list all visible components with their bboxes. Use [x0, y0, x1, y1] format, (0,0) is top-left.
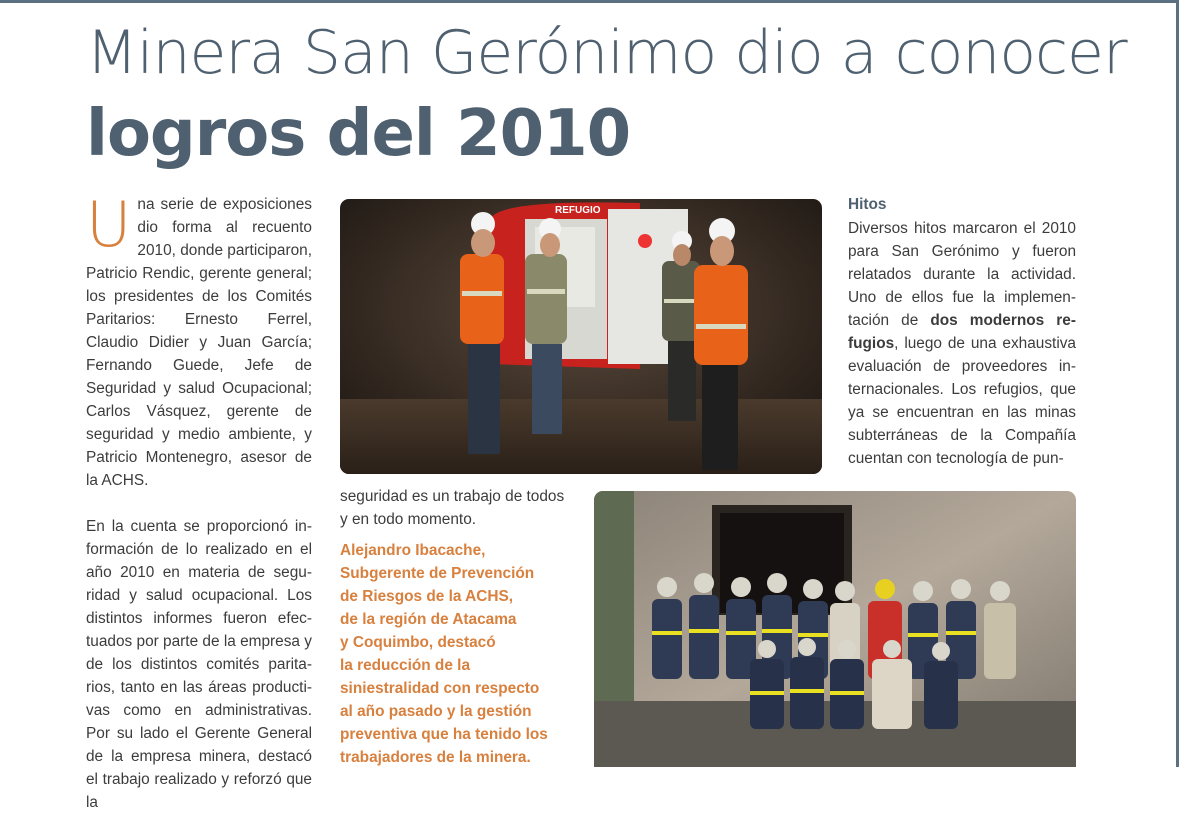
drop-cap: U — [86, 188, 132, 261]
column-3 — [848, 193, 1076, 470]
paragraph-report: En la cuenta se proporcionó información de lo realizado en el año 2010 en materia de seguridad y salud ocupacional. Los distintos informes fueron efectuados por parte de la empresa y de los distintos comités paritarios, tanto en las áreas productivas como en administrativas. Por su lado el Gerente General de la empresa minera, destacó el trabajo realizado y reforzó que la — [86, 518, 312, 811]
photo-group-mine-entrance — [594, 491, 1076, 767]
paragraph-continuation: seguridad es un trabajo de todos y en todo momento. — [340, 488, 565, 528]
paragraph-hitos-text-a: Diversos hitos marcaron el 2010 para San Gerónimo y fueron relatados durante la actividad. Uno de ellos fue la implementación de — [848, 220, 1076, 329]
pull-quote: Alejandro Ibacache, Subgerente de Prevención de Riesgos de la ACHS, de la región de Atacama y Coquimbo, destacó la reducción de la siniestralidad con respecto al año pasado y la gestión preventiva que ha tenido los trabajadores de la minera. — [340, 542, 548, 766]
refugio-sign: REFUGIO — [555, 205, 601, 216]
column-1 — [86, 188, 312, 814]
column-2 — [340, 485, 570, 769]
photo-mine-refuge — [340, 199, 822, 474]
paragraph-intro — [86, 188, 312, 492]
paragraph-hitos-bold: dos modernos refugios — [848, 312, 1076, 352]
headline-line-2: logros del 2010 — [86, 97, 631, 171]
photo-group-image — [594, 491, 1076, 767]
paragraph-intro-text: na serie de exposiciones dio forma al recuento 2010, donde participaron, Patricio Rendic, gerente general; los presidentes de los Comités Paritarios: Ernesto Ferrel, Claudio Didier y Juan García; Fernando Guede, Jefe de Seguridad y salud Ocupacional; Carlos Vásquez, gerente de seguridad y medio ambiente, y Patricio Montenegro, asesor de la ACHS. — [86, 196, 312, 489]
photo-mine-refuge-image — [340, 199, 822, 474]
headline-line-1: Minera San Gerónimo dio a conocer — [86, 18, 1127, 88]
section-heading-hitos: Hitos — [848, 196, 887, 213]
paragraph-hitos-text-b: , luego de una exhaustiva evaluación de proveedores internacionales. Los refugios, que ya se encuentran en las minas subterráneas de la Compañía cuentan con tecnología de pun- — [848, 335, 1076, 467]
paragraph-hitos — [848, 217, 1076, 470]
